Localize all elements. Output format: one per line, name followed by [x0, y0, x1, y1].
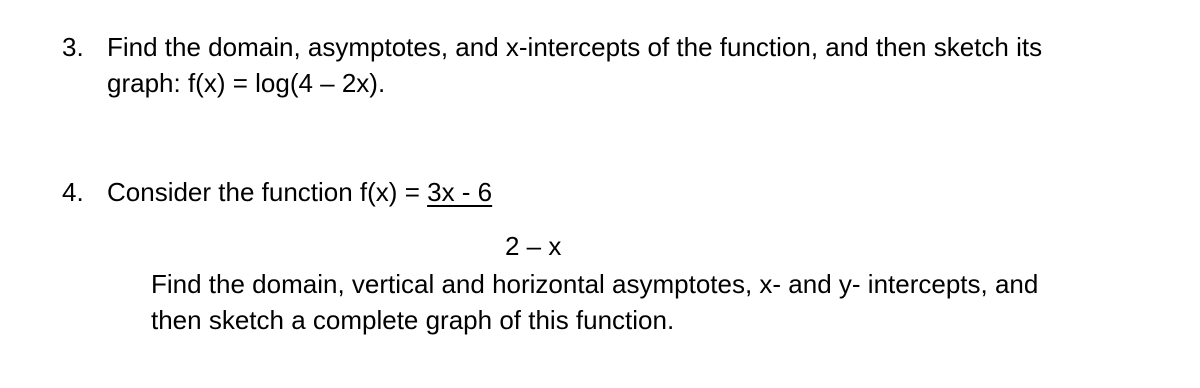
- problem-4-instruction-line-1: Find the domain, vertical and horizontal asymptotes, x- and y- intercepts, and: [151, 269, 1039, 299]
- problem-4-instruction-line-2: then sketch a complete graph of this function.: [151, 305, 675, 335]
- fraction-numerator: 3x - 6: [427, 177, 493, 207]
- problem-4-number: 4.: [62, 177, 84, 207]
- problem-3-text-line-1: Find the domain, asymptotes, and x-intercepts of the function, and then sketch its: [107, 32, 1043, 62]
- problem-4-statement: [107, 176, 492, 208]
- fraction-denominator: 2 – x: [505, 231, 562, 261]
- problem-3-text-line-2: graph: f(x) = log(4 – 2x).: [107, 68, 386, 98]
- problem-4-statement-prefix: Consider the function f(x) =: [107, 177, 428, 207]
- problem-3-number: 3.: [62, 32, 84, 62]
